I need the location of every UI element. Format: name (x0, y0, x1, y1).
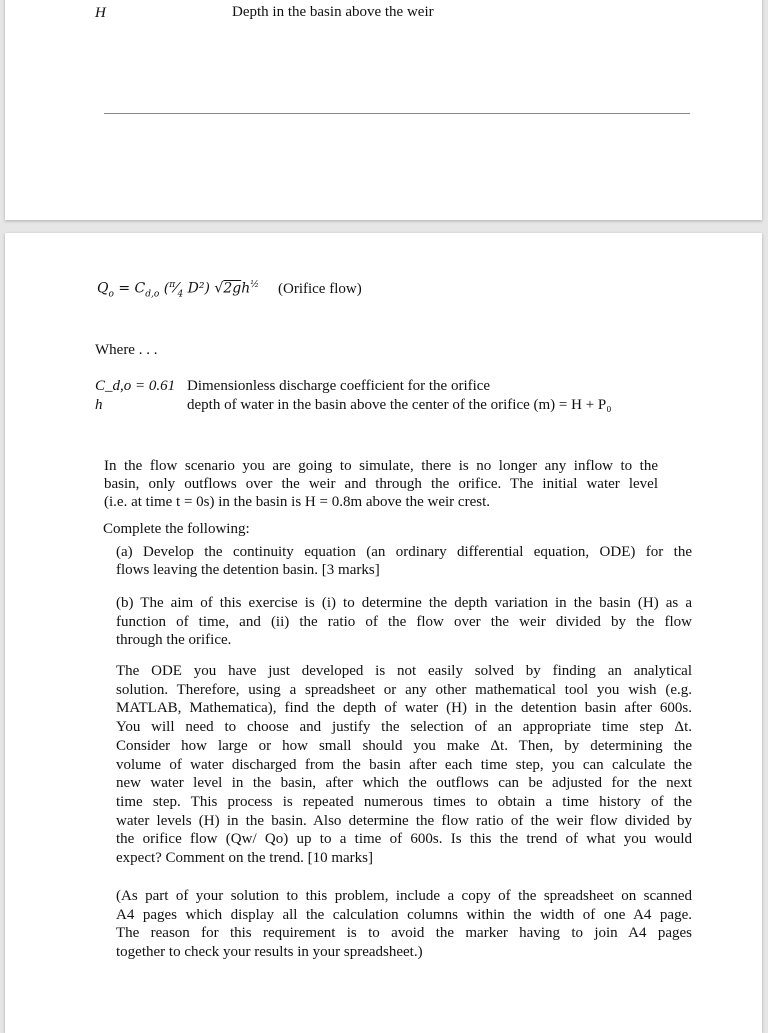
note-paragraph-line: The reason for this requirement is to avoid the marker having to join A4 pages (116, 925, 692, 942)
ode-paragraph-line: Consider how large or how small should you make Δt. Then, by determining the (116, 737, 692, 754)
complete-heading: Complete the following: (103, 521, 250, 537)
part-b-line: through the orifice. (116, 632, 232, 648)
ode-paragraph-line: MATLAB, Mathematica), find the depth of water (H) in the detention basin after 600s. (116, 700, 692, 717)
note-paragraph-line: together to check your results in your spreadsheet.) (116, 944, 423, 961)
ode-paragraph-line: expect? Comment on the trend. [10 marks] (116, 850, 374, 866)
document-page-1 (5, 0, 762, 220)
definition-symbol: C_d,o = 0.61 (95, 378, 176, 394)
part-a-line: flows leaving the detention basin. [3 marks] (116, 562, 380, 578)
intro-paragraph-line: In the flow scenario you are going to simulate, there is no longer any inflow to the (104, 458, 658, 474)
document-page-2 (5, 233, 762, 1033)
note-paragraph-line: (As part of your solution to this problem, include a copy of the spreadsheet on scanned (116, 888, 692, 904)
symbol-description: Depth in the basin above the weir (232, 4, 434, 20)
definition-desc: Dimensionless discharge coefficient for the orifice (187, 378, 491, 394)
symbol-H: H (95, 5, 106, 21)
note-paragraph-line: A4 pages which display all the calculation columns within the width of one A4 page. (116, 906, 692, 923)
horizontal-rule (104, 113, 690, 114)
ode-paragraph-line: You will need to choose and justify the selection of an appropriate time step Δt. (116, 719, 692, 736)
part-b-line: function of time, and (ii) the ratio of the flow over the weir divided by the flow (116, 613, 692, 630)
part-a-line: (a) Develop the continuity equation (an ordinary differential equation, ODE) for the (116, 544, 692, 560)
ode-paragraph-line: time step. This process is repeated numerous times to obtain a time history of the (116, 793, 692, 810)
ode-paragraph-line: The ODE you have just developed is not easily solved by finding an analytical (116, 663, 692, 679)
definition-desc: depth of water in the basin above the center of the orifice (m) = H + P₀ (187, 397, 612, 413)
ode-paragraph-line: the orifice flow (Qw/ Qo) up to a time of 600s. Is this the trend of what you would (116, 831, 692, 848)
definition-symbol: h (95, 397, 103, 413)
orifice-flow-formula: $Q_o = C_{d,o}$ ($^\pi⁄_4$ D²) $√2gh^{\frac{1}{2}}$ (97, 280, 259, 300)
ode-paragraph-line: new water level in the basin, after which the outflows can be adjusted for the next (116, 775, 692, 792)
ode-paragraph-line: volume of water discharged from the basin after each time step, you can calculate the (116, 756, 692, 773)
where-label: Where . . . (95, 342, 158, 358)
intro-paragraph-line: basin, only outflows over the weir and through the orifice. The initial water level (104, 476, 658, 492)
formula-label: (Orifice flow) (278, 281, 362, 297)
ode-paragraph-line: solution. Therefore, using a spreadsheet or any other mathematical tool you wish (e.g. (116, 681, 692, 698)
intro-paragraph-line: (i.e. at time t = 0s) in the basin is H = 0.8m above the weir crest. (104, 494, 490, 510)
ode-paragraph-line: water levels (H) in the basin. Also determine the flow ratio of the weir flow divided by (116, 812, 692, 829)
part-b-line: (b) The aim of this exercise is (i) to determine the depth variation in the basin (H) as a (116, 595, 692, 611)
